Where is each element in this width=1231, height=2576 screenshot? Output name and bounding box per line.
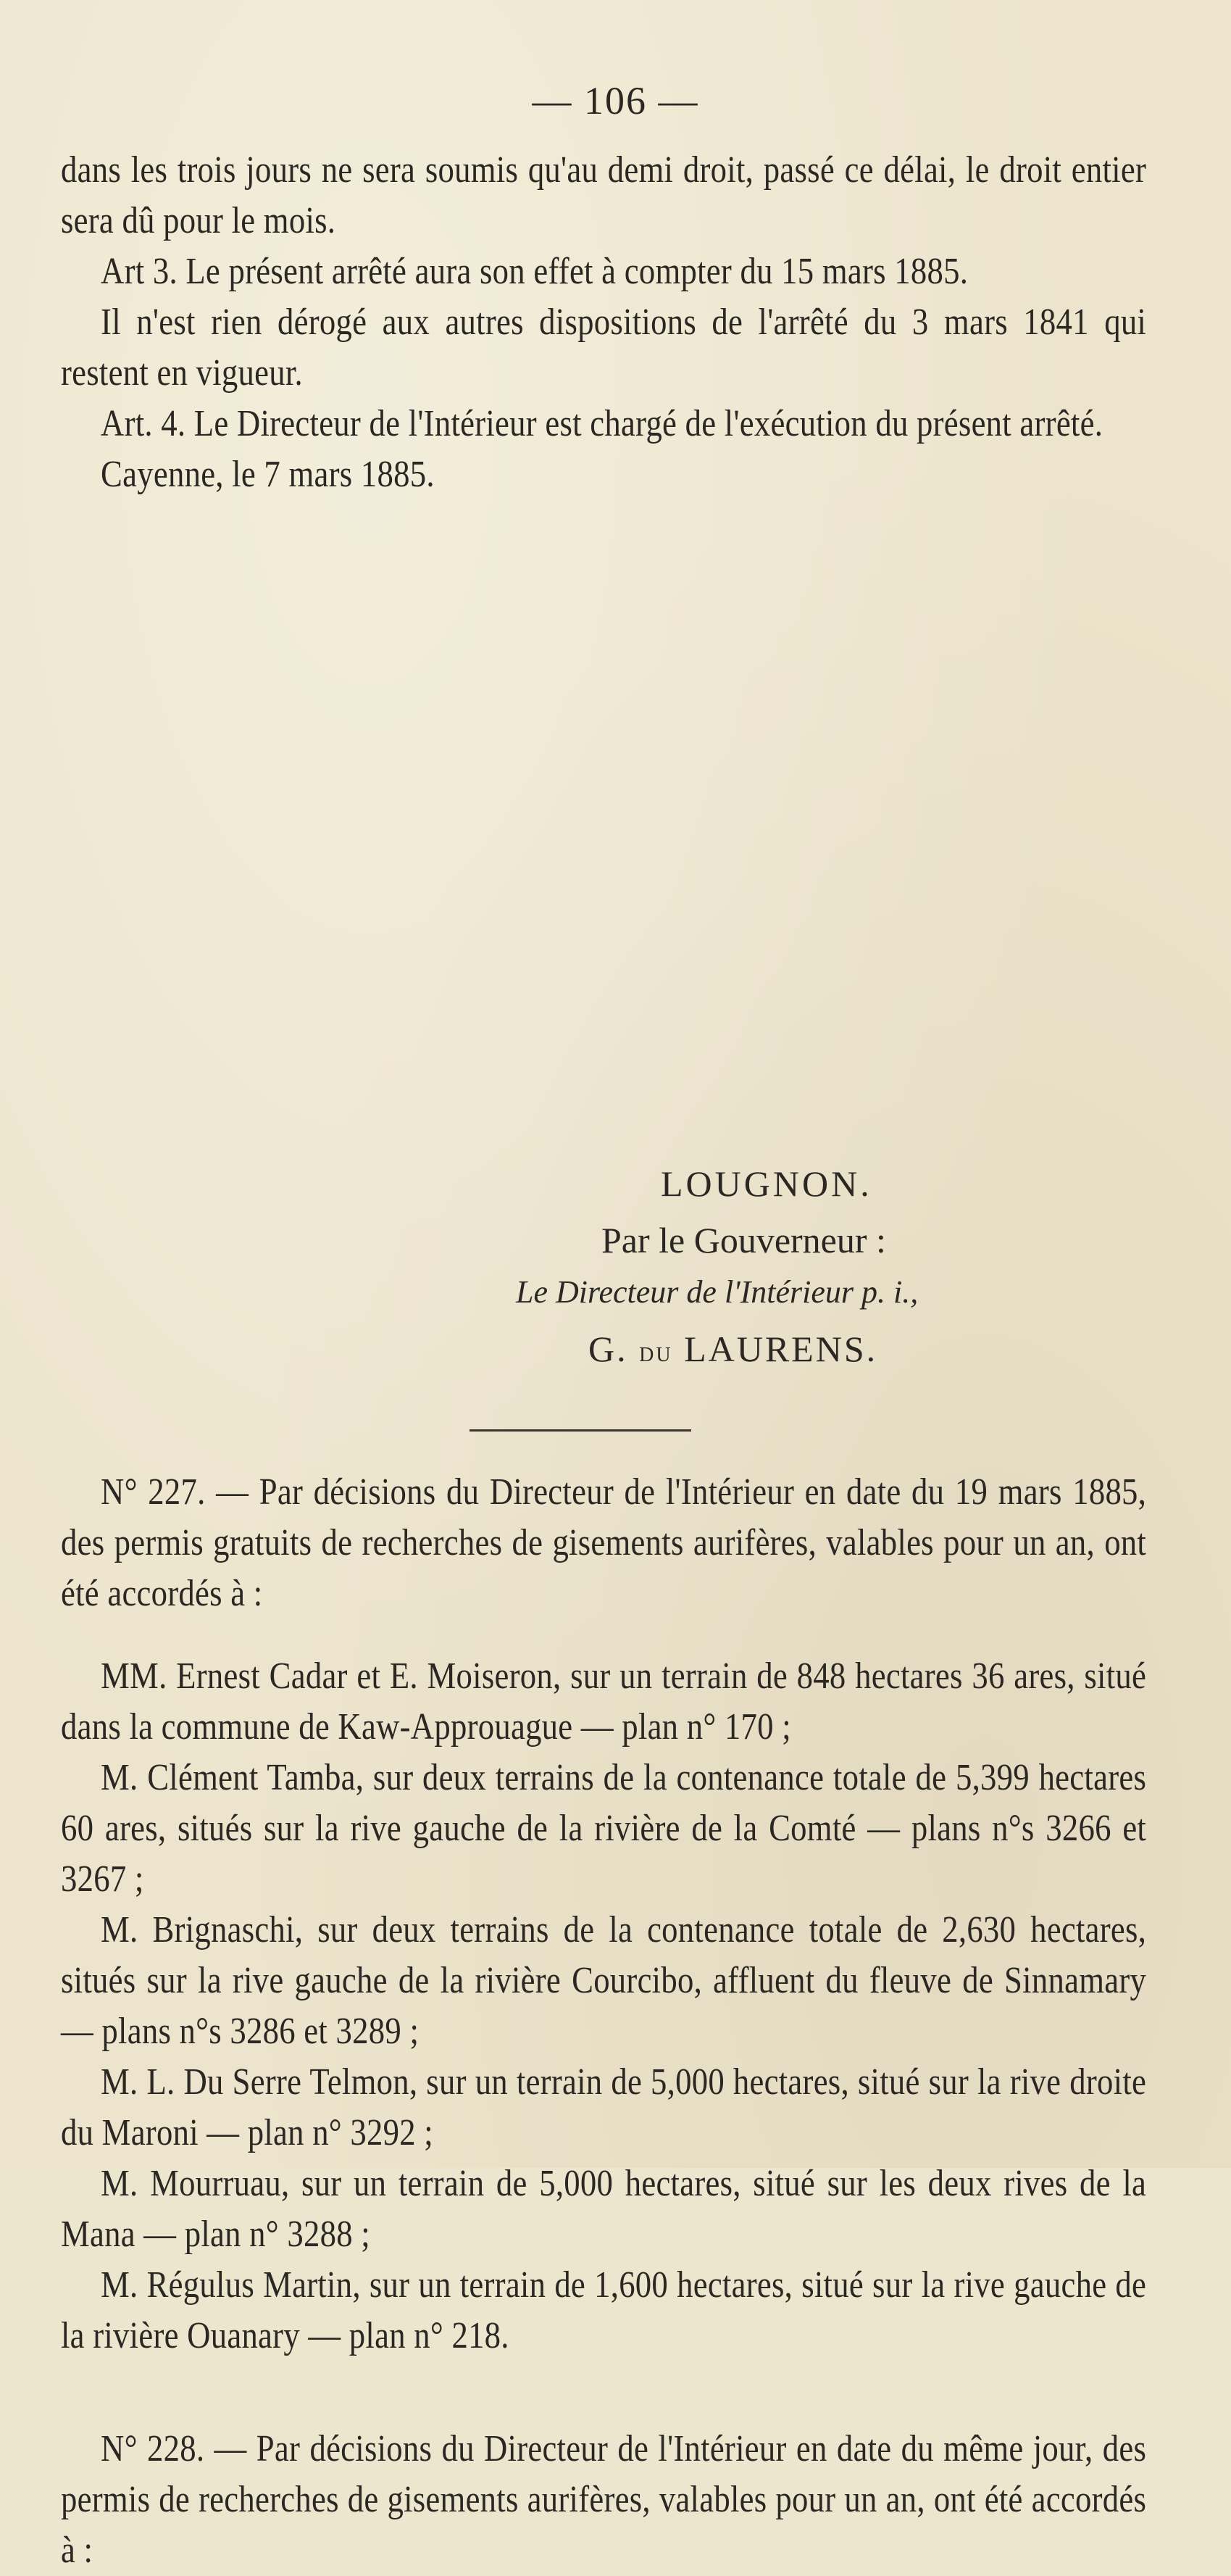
signature-director-title: Le Directeur de l'Intérieur p. i., [516,1274,919,1310]
signature-director-name [588,1324,877,1377]
decision-227-intro: N° 227. — Par décisions du Directeur de l'Intérieur en date du 19 mars 1885, des permis gratuits de recherches de gisements aurifères, valables pour un an, ont été accordés à : [61,1471,1147,1614]
permit-entry-mourruau: M. Mourruau, sur un terrain de 5,000 hectares, situé sur les deux rives de la Mana — plan n° 3288 ; [61,2163,1147,2255]
decision-227-block [61,1467,1146,2576]
decree-article-4: Art. 4. Le Directeur de l'Intérieur est chargé de l'exécution du présent arrêté. [101,403,1103,444]
page-number: — 106 — [532,79,699,122]
section-divider [470,1429,691,1432]
permit-entry-cadar-moiseron: MM. Ernest Cadar et E. Moiseron, sur un terrain de 848 hectares 36 ares, situé dans la commune de Kaw-Approuague — plan n° 170 ; [61,1655,1147,1748]
signer-surname: LAURENS. [684,1329,878,1369]
signer-particle: du [639,1335,673,1368]
signer-initial: G. [588,1329,628,1369]
signature-by-governor: Par le Gouverneur : [601,1220,886,1260]
signature-governor-name: LOUGNON. [661,1163,872,1204]
permit-entry-tamba: M. Clément Tamba, sur deux terrains de la contenance totale de 5,399 hectares 60 ares, situés sur la rive gauche de la rivière de la Comté — plans n°s 3266 et 3267 ; [61,1757,1147,1900]
decree-place-date: Cayenne, le 7 mars 1885. [101,454,435,495]
decree-text-block [61,145,1146,500]
permit-entry-brignaschi: M. Brignaschi, sur deux terrains de la contenance totale de 2,630 hectares, situés sur la rive gauche de la rivière Courcibo, affluent du fleuve de Sinnamary — plans n°s 3286 et 3289 ; [61,1909,1147,2052]
decree-article-3: Art 3. Le présent arrêté aura son effet à compter du 15 mars 1885. [101,251,969,292]
decree-paragraph-continuation: dans les trois jours ne sera soumis qu'au demi droit, passé ce délai, le droit entier sera dû pour le mois. [61,149,1147,241]
decree-derogation-clause: Il n'est rien dérogé aux autres dispositions de l'arrêté du 3 mars 1841 qui restent en vigueur. [61,302,1147,394]
permit-entry-regulus-martin: M. Régulus Martin, sur un terrain de 1,600 hectares, situé sur la rive gauche de la rivière Ouanary — plan n° 218. [61,2264,1147,2356]
decision-228-intro: N° 228. — Par décisions du Directeur de l'Intérieur en date du même jour, des permis de recherches de gisements aurifères, valables pour un an, ont été accordés à : [61,2428,1147,2571]
permit-entry-du-serre-telmon: M. L. Du Serre Telmon, sur un terrain de 5,000 hectares, situé sur la rive droite du Maroni — plan n° 3292 ; [61,2061,1147,2153]
